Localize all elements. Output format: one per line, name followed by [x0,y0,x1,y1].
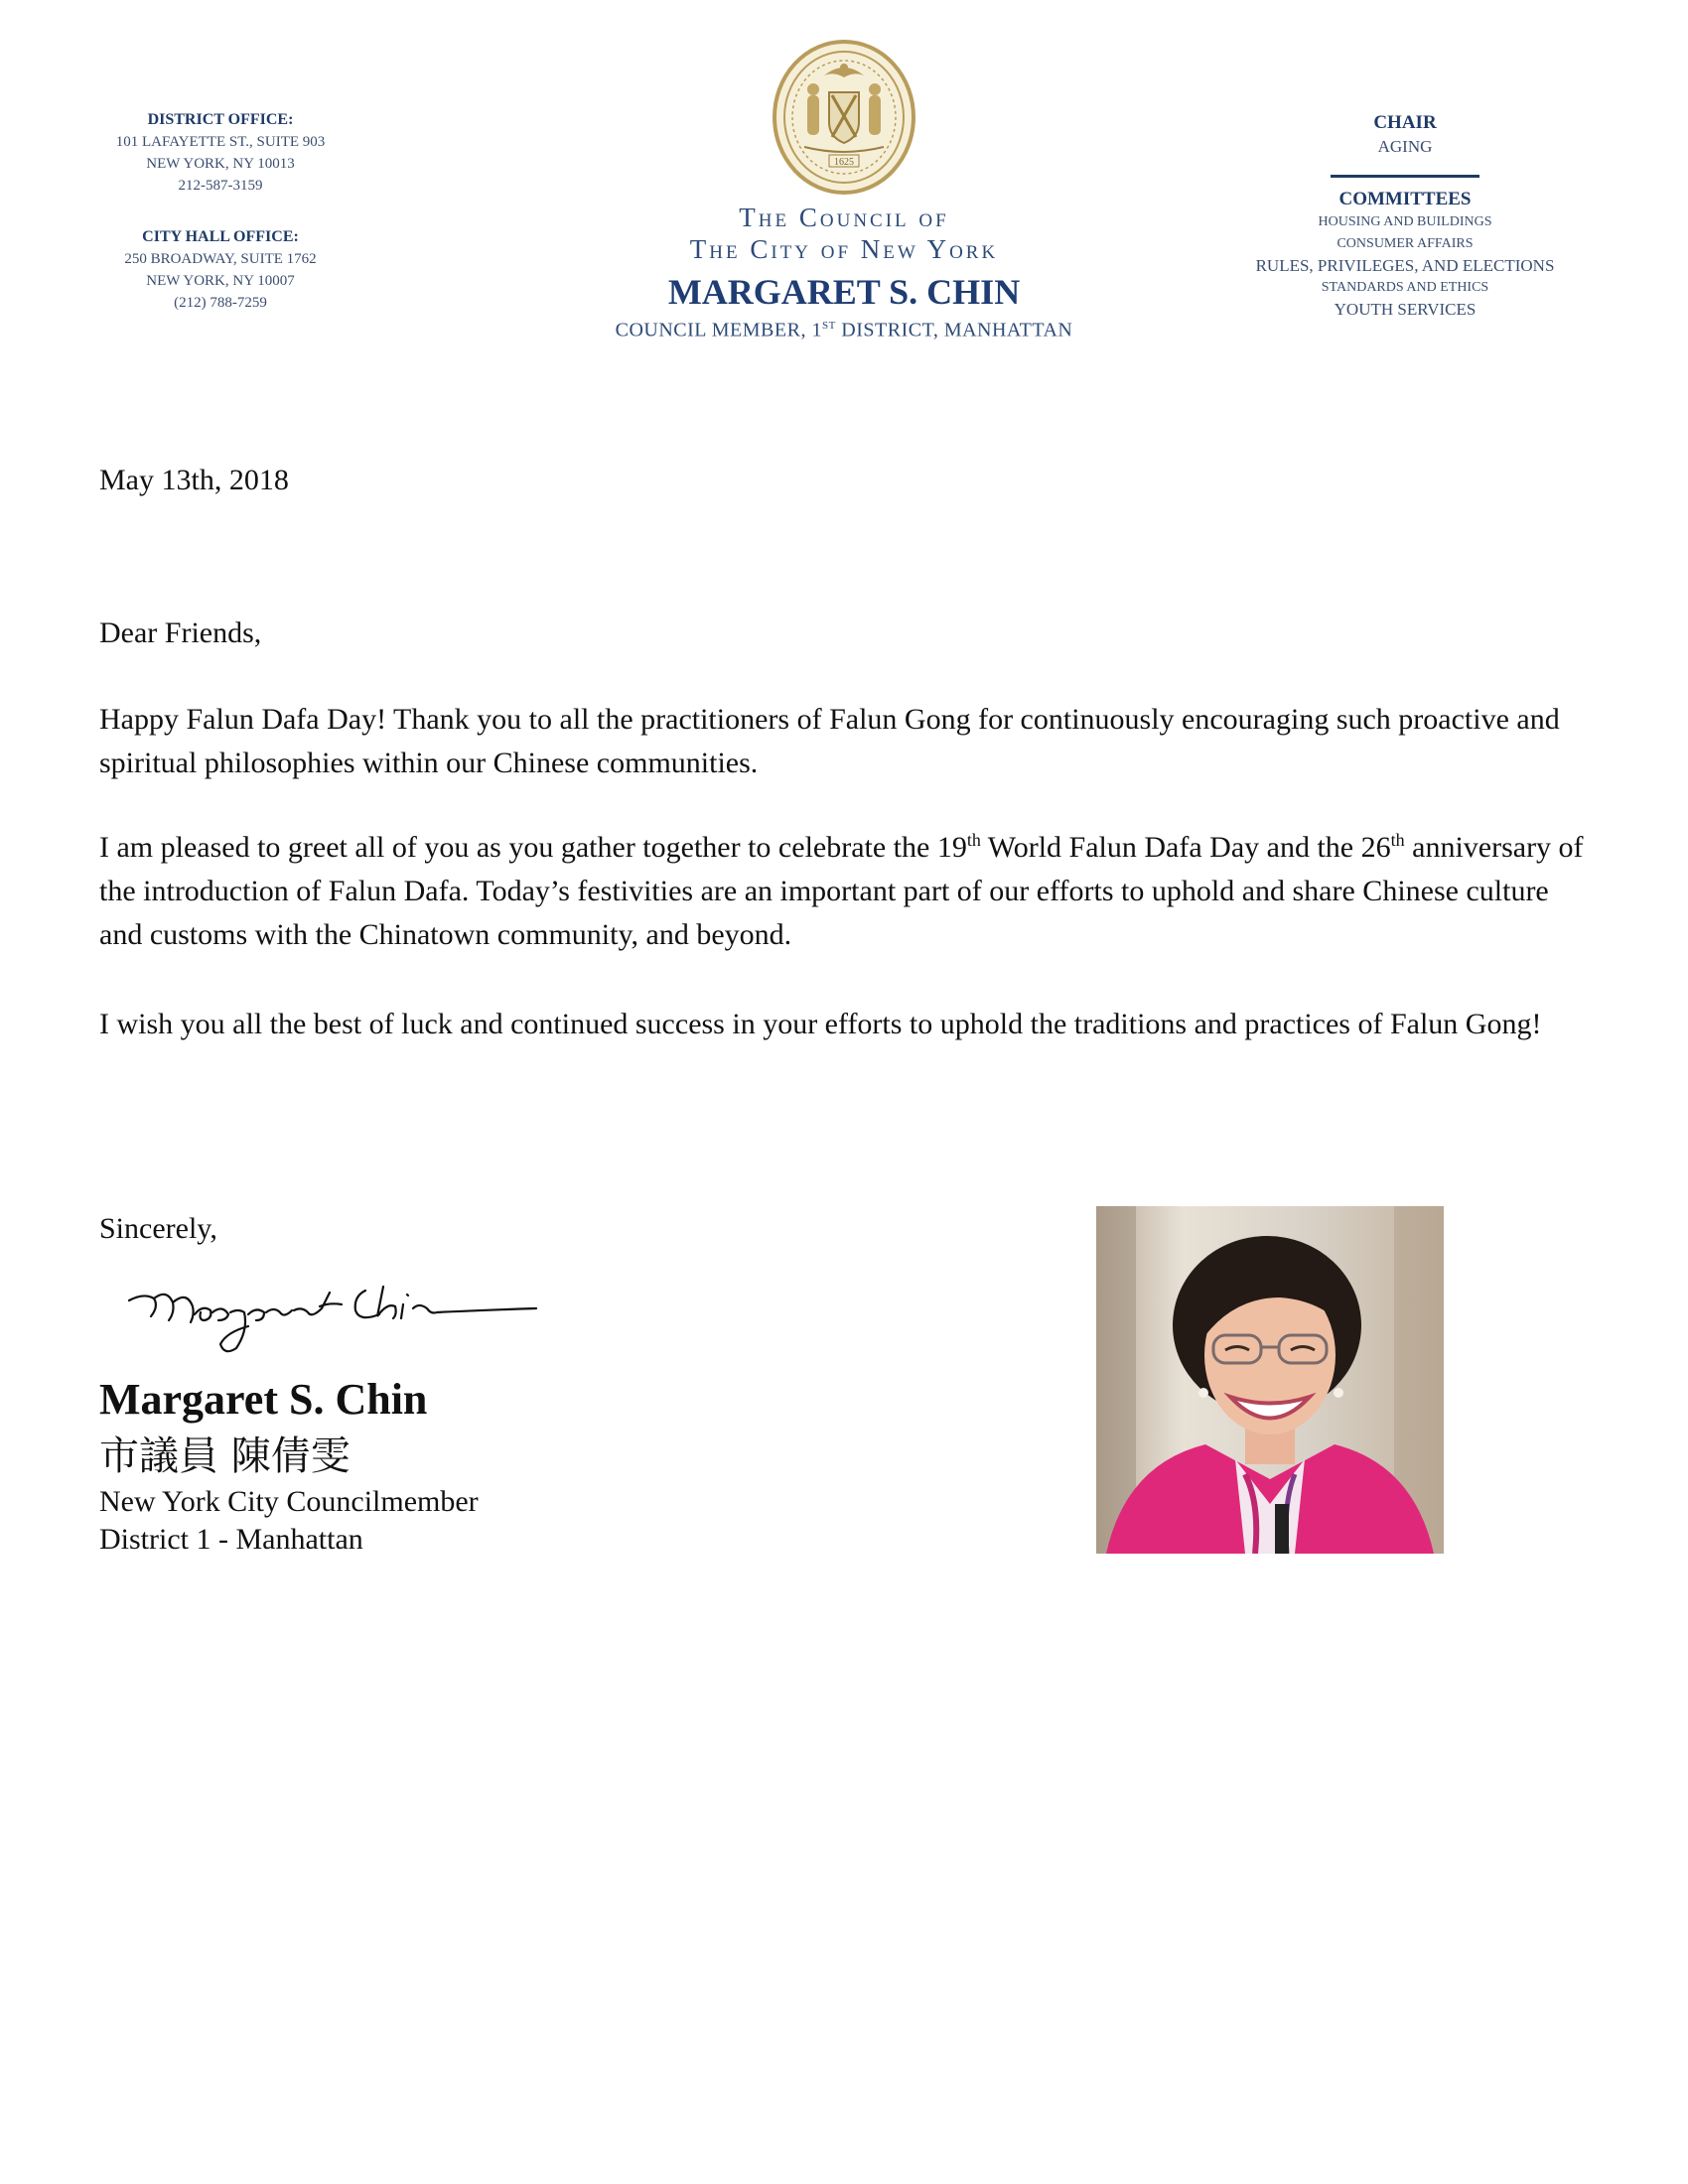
member-title: COUNCIL MEMBER, 1ST DISTRICT, MANHATTAN [615,319,1073,341]
member-name: MARGARET S. CHIN [667,272,1021,312]
committee-item: HOUSING AND BUILDINGS [1318,214,1492,229]
divider-rule [1331,175,1479,178]
district-office-address-line1: 101 LAFAYETTE ST., SUITE 903 [115,134,326,150]
city-hall-office-address-line1: 250 BROADWAY, SUITE 1762 [124,251,317,267]
salutation: Dear Friends, [99,616,262,649]
signer-name: Margaret S. Chin [99,1375,428,1424]
committee-item: STANDARDS AND ETHICS [1321,280,1489,295]
letter-date: May 13th, 2018 [99,464,289,496]
chair-heading: CHAIR [1373,112,1437,133]
city-hall-office-heading: CITY HALL OFFICE: [142,228,299,245]
city-hall-office-address-line2: NEW YORK, NY 10007 [146,273,295,289]
office-addresses [81,109,359,314]
city-seal-icon [770,38,918,197]
signer-chinese-name: 市議員 陳倩雯 [99,1433,351,1479]
district-office-phone: 212-587-3159 [178,178,263,194]
paragraph-3: I wish you all the best of luck and continued success in your efforts to uphold the traditions and practices of Falun Gong! [99,1008,1542,1040]
committee-item: RULES, PRIVILEGES, AND ELECTIONS [1255,256,1555,275]
closing: Sincerely, [99,1212,217,1245]
paragraph-2: I am pleased to greet all of you as you gather together to celebrate the 19th World Falun Dafa Day and the 26th anniversary of the introduction of Falun Dafa. Today’s festivities are an important part of our efforts to uphold and share Chinese culture and customs with the Chinatown community, and beyond. [99,830,1584,951]
svg-text:1625: 1625 [834,157,854,168]
portrait-photo [1096,1206,1444,1554]
city-hall-office-phone: (212) 788-7259 [174,295,267,311]
committees-heading: COMMITTEES [1338,189,1472,209]
council-name-line2: The City of New York [689,234,999,264]
office-spacer [81,197,359,226]
committee-list [1221,111,1589,321]
council-name-line1: The Council of [739,203,949,232]
paragraph-1: Happy Falun Dafa Day! Thank you to all the practitioners of Falun Gong for continuously encouraging such proactive and spiritual philosophies within our Chinese communities. [99,703,1560,779]
handwritten-signature [99,1251,616,1360]
letterhead-center [556,38,1132,343]
signer-district: District 1 - Manhattan [99,1523,363,1556]
district-office-heading: DISTRICT OFFICE: [147,111,294,128]
committee-item: YOUTH SERVICES [1334,300,1477,319]
signer-role: New York City Councilmember [99,1485,479,1518]
committee-item: CONSUMER AFFAIRS [1336,236,1474,251]
district-office-address-line2: NEW YORK, NY 10013 [146,156,295,172]
chair-item: AGING [1377,137,1433,156]
